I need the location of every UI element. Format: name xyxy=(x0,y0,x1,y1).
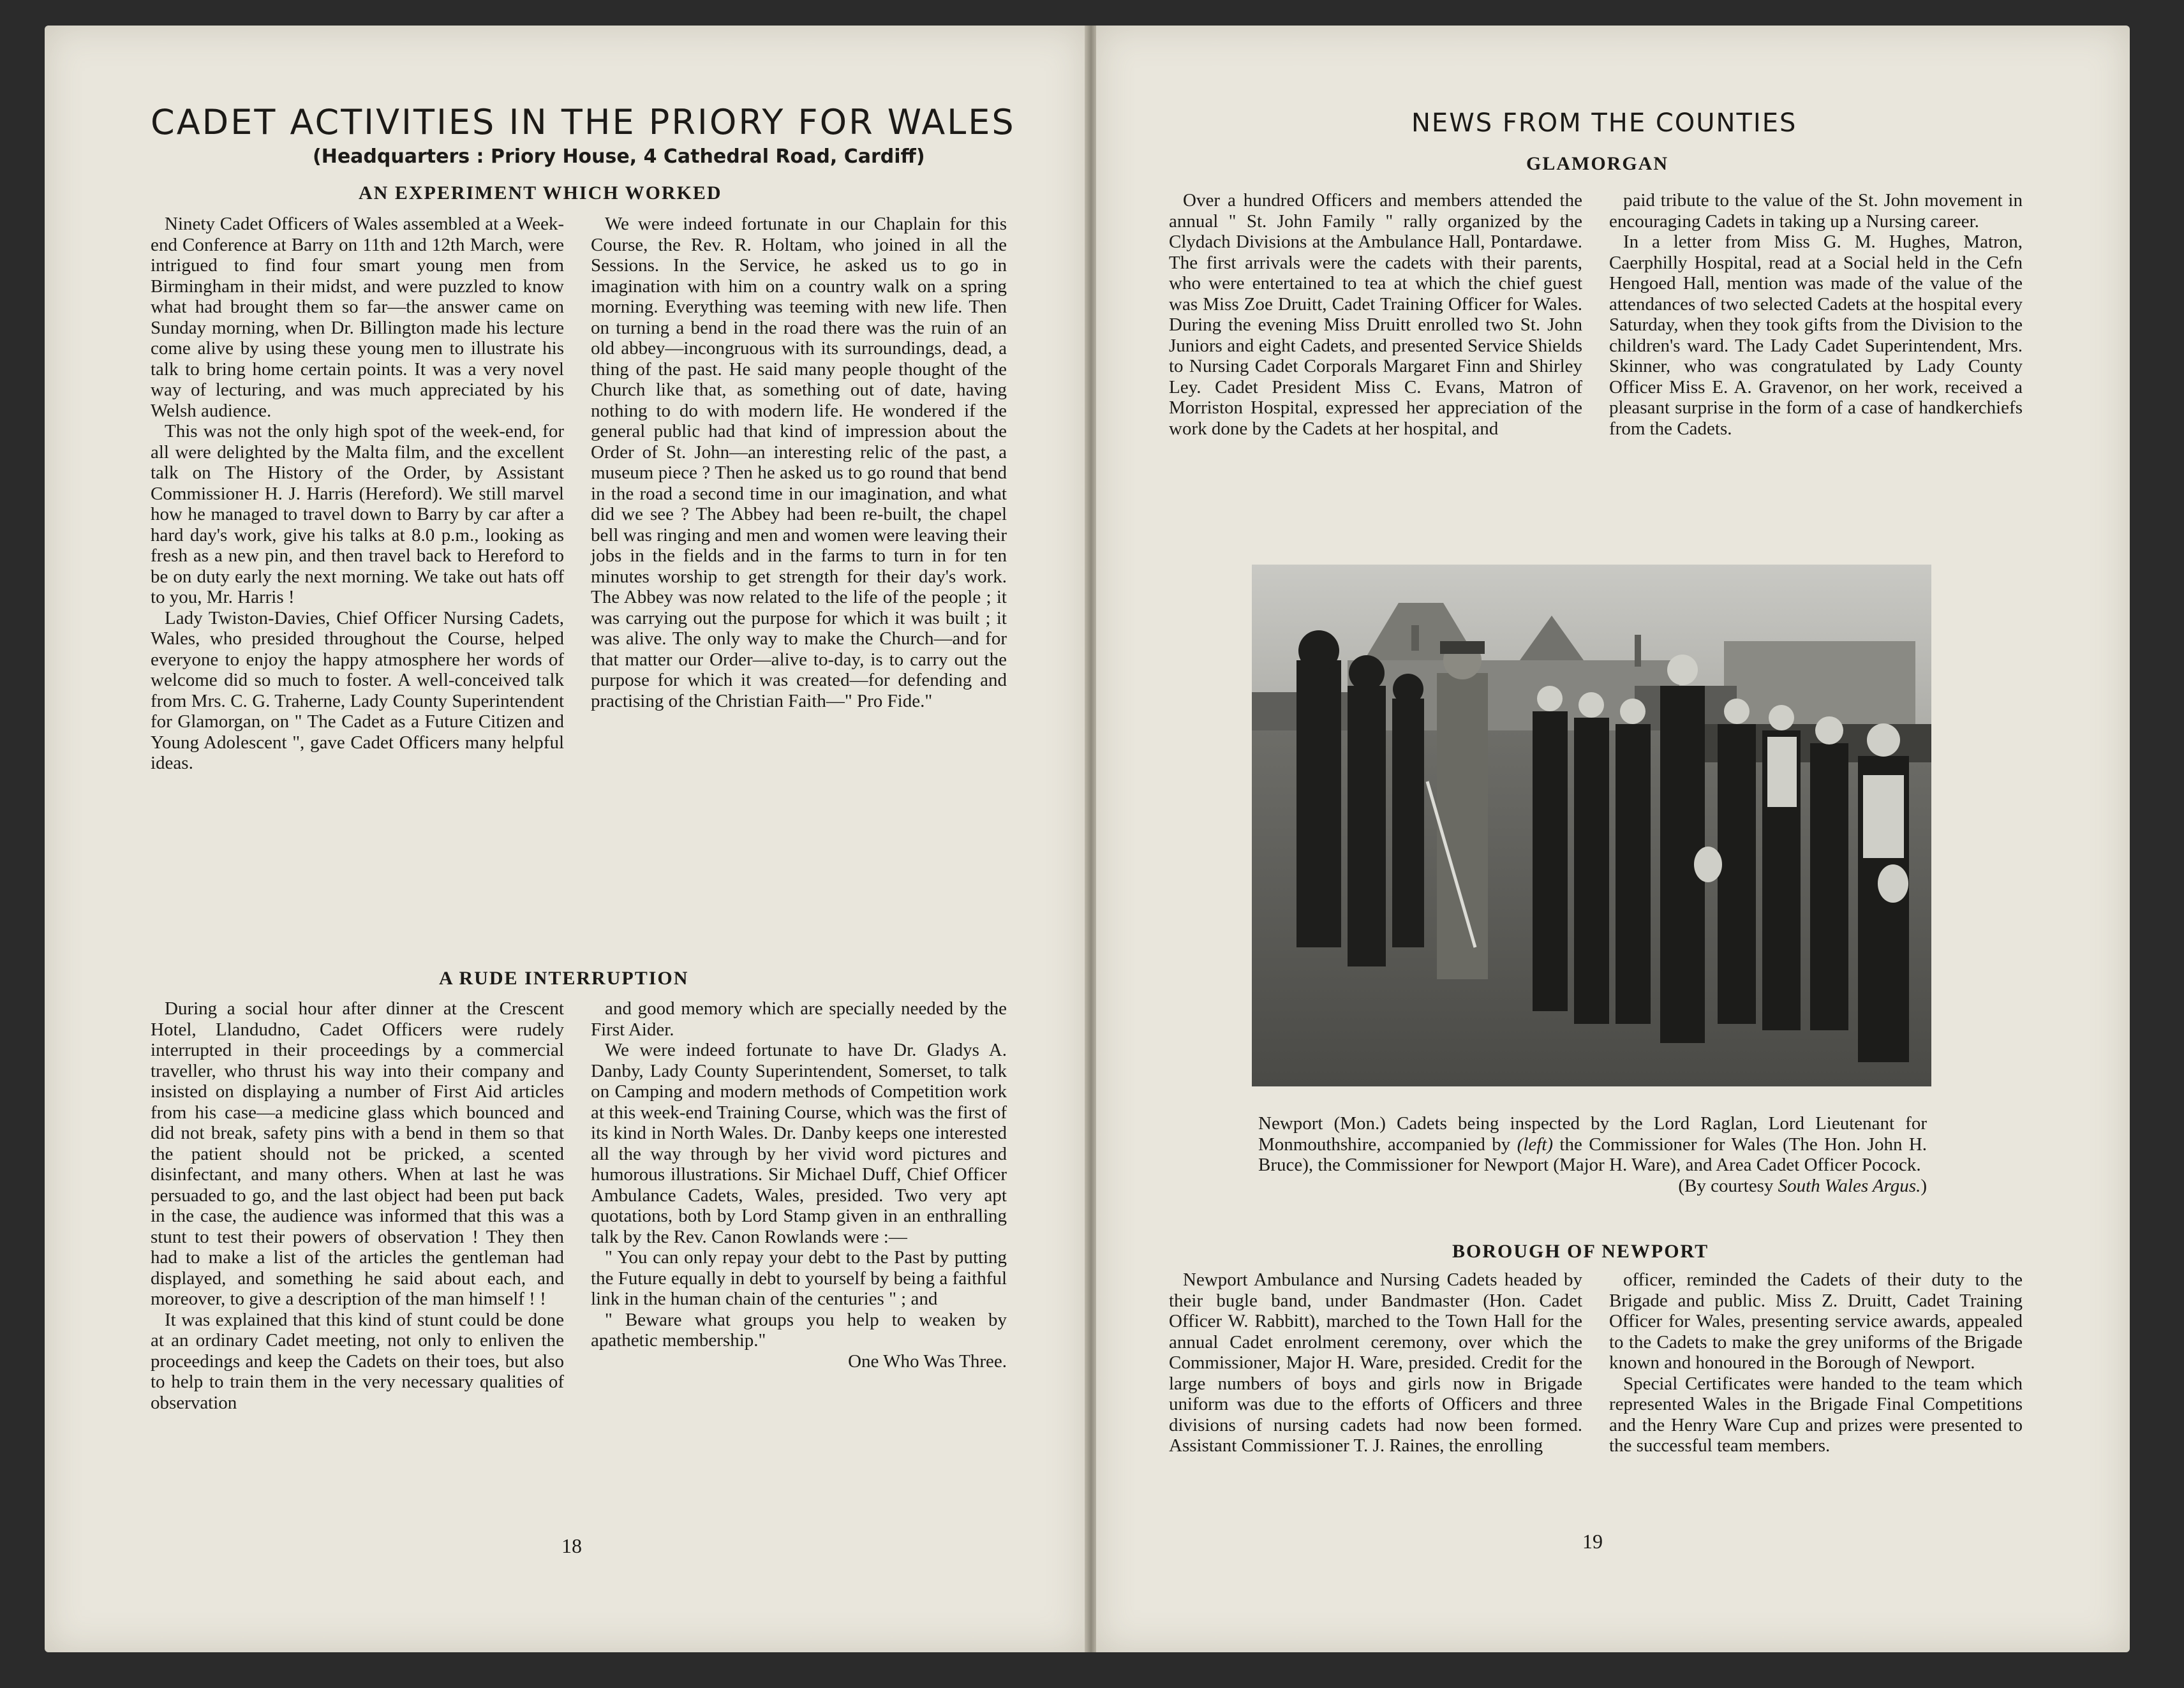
paragraph: In a letter from Miss G. M. Hughes, Matron, Caerphilly Hospital, read at a Social held in the Cefn Hengoed Hall, mention was made of the value of the attendances of two selected Cadets at the hospital every Saturday, when they took gifts from the Division to the children's ward. The Lady Cadet Superintendent, Mrs. Skinner, who was congratulated by Lady County Officer Miss E. A. Gravenor, on her work, received a pleasant surprise in the form of a case of handkerchiefs from the Cadets. xyxy=(1609,232,2023,439)
paragraph: paid tribute to the value of the St. John movement in encouraging Cadets in taking up a Nursing career. xyxy=(1609,190,2023,232)
credit-source: South Wales Argus. xyxy=(1778,1175,1921,1196)
book-spine xyxy=(1085,26,1097,1652)
paragraph: Newport Ambulance and Nursing Cadets headed by their bugle band, under Bandmaster (Hon. Cadet Officer W. Rabbitt), marched to the Town Hall for the annual Cadet enrolment ceremony, over which the Commissioner, Major H. Ware, presided. Credit for the large numbers of boys and girls now in Brigade uniform was due to the efforts of Officers and three divisions of nursing cadets had now been formed. Assistant Commissioner T. J. Raines, the enrolling xyxy=(1169,1270,1582,1456)
photo-caption xyxy=(1258,1113,1927,1196)
paragraph: Special Certificates were handed to the team which represented Wales in the Brigade Final Competitions and the Henry Ware Cup and prizes were presented to the successful team members. xyxy=(1609,1373,2023,1456)
glamorgan-column-2 xyxy=(1609,190,2023,439)
page-number-left: 18 xyxy=(561,1534,582,1557)
section-heading-newport: BOROUGH OF NEWPORT xyxy=(1452,1241,1709,1262)
glamorgan-column-1 xyxy=(1169,190,1582,439)
paragraph: " Beware what groups you help to weaken by apathetic membership." xyxy=(591,1309,1007,1351)
page-title: CADET ACTIVITIES IN THE PRIORY FOR WALES xyxy=(151,102,1016,142)
newport-column-1 xyxy=(1169,1270,1582,1456)
section-heading-rude-interruption: A RUDE INTERRUPTION xyxy=(439,968,689,989)
paragraph: Lady Twiston-Davies, Chief Officer Nursing Cadets, Wales, who presided throughout the Course, helped everyone to enjoy the happy atmosphere her words of welcome did so much to foster. A well-conceived talk from Mrs. C. G. Traherne, Lady County Superintendent for Glamorgan, on " The Cadet as a Future Citizen and Young Adolescent ", gave Cadet Officers many helpful ideas. xyxy=(151,607,564,773)
credit-prefix: (By courtesy xyxy=(1678,1175,1774,1196)
counties-title: NEWS FROM THE COUNTIES xyxy=(1411,108,1797,138)
caption-text: Newport (Mon.) Cadets being inspected by the Lord Raglan, Lord Lieutenant for Monmouthshire, accompanied by xyxy=(1258,1113,1927,1155)
page-subtitle: (Headquarters : Priory House, 4 Cathedral Road, Cardiff) xyxy=(313,145,925,168)
experiment-column-2 xyxy=(591,214,1007,711)
caption-text-cont: the Commissioner for Wales (The Hon. John H. Bruce), the Commissioner for Newport (Major H. Ware), and Area Cadet Officer Pocock. xyxy=(1258,1134,1928,1175)
newport-column-2 xyxy=(1609,1270,2023,1456)
paragraph: We were indeed fortunate to have Dr. Gladys A. Danby, Lady County Superintendent, Somerset, to talk on Camping and modern methods of Competition work at this week-end Training Course, which was the first of its kind in North Wales. Dr. Danby keeps one interested all the way through by her vivid word pictures and humorous illustrations. Sir Michael Duff, Chief Officer Ambulance Cadets, Wales, presided. Two very apt quotations, both by Lord Stamp given in an enthralling talk by the Rev. Canon Rowlands were :— xyxy=(591,1040,1007,1247)
credit-suffix: ) xyxy=(1920,1175,1927,1196)
paragraph: It was explained that this kind of stunt could be done at an ordinary Cadet meeting, not only to enliven the proceedings and keep the Cadets on their toes, but also to help to train them in the very necessary qualities of observation xyxy=(151,1309,564,1413)
paragraph: We were indeed fortunate in our Chaplain for this Course, the Rev. R. Holtam, who joined in all the Sessions. In the Service, he asked us to go in imagination with him on a country walk on a spring morning. Everything was teeming with new life. Then on turning a bend in the road there was the ruin of an old abbey—incongruous with its surroundings, dead, a thing of the past. He said many people thought of the Church like that, as something out of date, having nothing to do with modern life. He wondered if the general public had that kind of impression about the Order of St. John—an interesting relic of the past, a museum piece ? Then he asked us to go round that bend in the road a second time in our imagination, and what did we see ? The Abbey had been re-built, the chapel bell was ringing and men and women were leaving their jobs in the fields and in the farms to turn in for ten minutes worship to get strength for their day's work. The Abbey was now related to the life of the people ; it was carrying out the purpose for which it was built ; it was alive. The only way to make the Church—and for that matter our Order—alive to-day, is to carry out the purpose for which it was created—for defending and practising of the Christian Faith—" Pro Fide." xyxy=(591,214,1007,711)
paragraph: This was not the only high spot of the week-end, for all were delighted by the Malta film, and the excellent talk on The History of the Order, by Assistant Commissioner H. J. Harris (Hereford). We still marvel how he managed to travel down to Barry by car after a hard day's work, give his talks at 8.0 p.m., looking as fresh as a new pin, and then travel back to Hereford to be on duty early the next morning. We take out hats off to you, Mr. Harris ! xyxy=(151,421,564,607)
experiment-column-1 xyxy=(151,214,564,774)
interruption-column-2 xyxy=(591,998,1007,1372)
paragraph: " You can only repay your debt to the Past by putting the Future equally in debt to yourself by being a faithful link in the human chain of the centuries " ; and xyxy=(591,1247,1007,1309)
paragraph: During a social hour after dinner at the Crescent Hotel, Llandudno, Cadet Officers were rudely interrupted in their proceedings by a commercial traveller, who thrust his way into their company and insisted on displaying a number of First Aid articles from his case—a medicine glass which bounced and did not break, safety pins with a bend in them so that the patient should not be pricked, a scented disinfectant, and many others. When at last he was persuaded to go, and the last object had been put back in the case, the audience was informed that this was a stunt to test their powers of observation ! They then had to make a list of the articles the gentleman had displayed, and something he said about each, and moreover, to give a description of the man himself ! ! xyxy=(151,998,564,1309)
paragraph: officer, reminded the Cadets of their duty to the Brigade and public. Miss Z. Druitt, Cadet Training Officer for Wales, presenting service awards, appealed to the Cadets to make the grey uniforms of the Brigade known and honoured in the Borough of Newport. xyxy=(1609,1270,2023,1373)
section-heading-glamorgan: GLAMORGAN xyxy=(1526,153,1668,174)
page-number-right: 19 xyxy=(1582,1530,1603,1553)
cadet-inspection-photo xyxy=(1252,565,1931,1086)
signature: One Who Was Three. xyxy=(848,1351,1007,1372)
section-heading-experiment: AN EXPERIMENT WHICH WORKED xyxy=(359,182,722,204)
photo-illustration xyxy=(1252,565,1931,1086)
interruption-column-1 xyxy=(151,998,564,1413)
paragraph: Ninety Cadet Officers of Wales assembled at a Week-end Conference at Barry on 11th and 12th March, were intrigued to find four smart young men from Birmingham in their midst, and were puzzled to know what had brought them so far—the answer came on Sunday morning, when Dr. Billington made his lecture come alive by using these young men to illustrate his talk to bring home certain points. It was a very novel way of lecturing, and was much appreciated by his Welsh audience. xyxy=(151,214,564,421)
paragraph: Over a hundred Officers and members attended the annual " St. John Family " rally organized by the Clydach Divisions at the Ambulance Hall, Pontardawe. The first arrivals were the cadets with their parents, who were entertained to tea at which the chief guest was Miss Zoe Druitt, Cadet Training Officer for Wales. During the evening Miss Druitt enrolled two St. John Juniors and eight Cadets, and presented Service Shields to Nursing Cadet Corporals Margaret Finn and Shirley Ley. Cadet President Miss C. Evans, Matron of Morriston Hospital, expressed her appreciation of the work done by the Cadets at her hospital, and xyxy=(1169,190,1582,439)
paragraph: and good memory which are specially needed by the First Aider. xyxy=(591,998,1007,1040)
caption-left-note: (left) xyxy=(1517,1134,1554,1155)
